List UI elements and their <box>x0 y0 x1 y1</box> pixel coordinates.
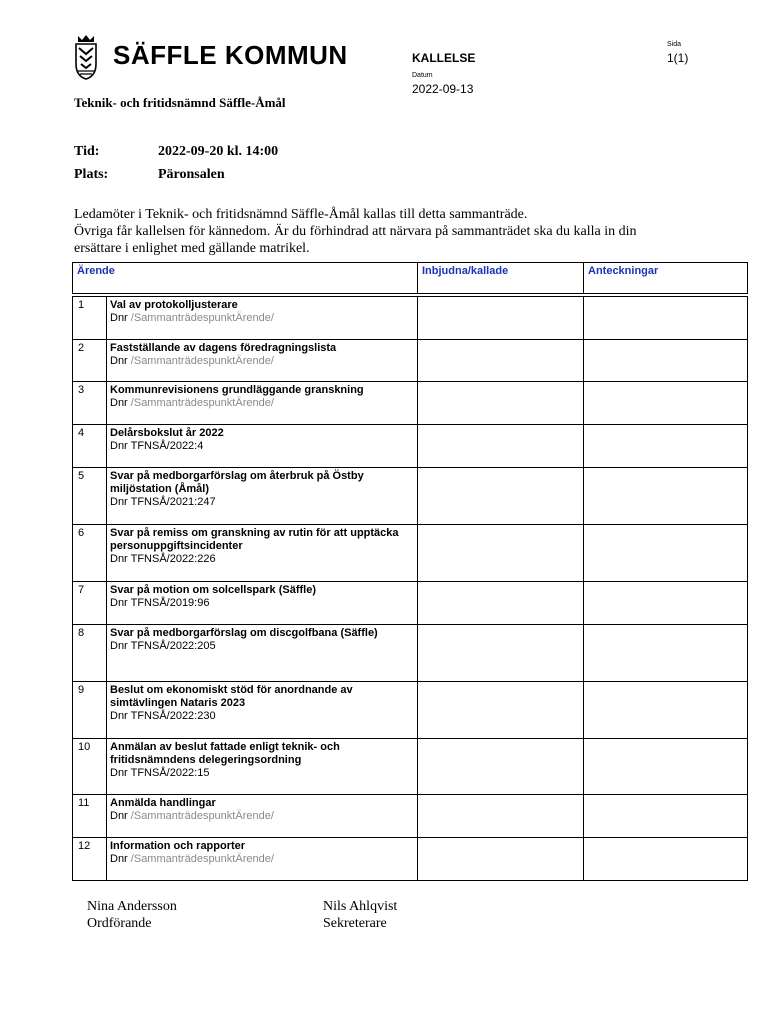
intro-line: ersättare i enlighet med gällande matrikel. <box>74 241 310 256</box>
notes-cell <box>584 795 748 838</box>
dnr-value: /SammanträdespunktÄrende/ <box>130 312 274 325</box>
item-dnr <box>110 810 414 823</box>
table-row <box>73 581 748 624</box>
table-row <box>73 624 748 681</box>
time-value: 2022-09-20 kl. 14:00 <box>158 144 279 159</box>
dnr-label: Dnr <box>110 709 128 722</box>
dnr-value: /SammanträdespunktÄrende/ <box>130 810 274 823</box>
dnr-label: Dnr <box>110 312 128 325</box>
notes-cell <box>584 382 748 425</box>
table-row <box>73 297 748 340</box>
signature-block <box>323 898 397 932</box>
dnr-value: TFNSÅ/2022:15 <box>130 766 210 779</box>
item-number: 4 <box>73 425 107 468</box>
intro-line: Övriga får kallelsen för kännedom. Är du förhindrad att närvara på sammanträdet ska du kalla in din <box>74 224 637 239</box>
table-row <box>73 795 748 838</box>
item-cell <box>107 297 418 340</box>
notes-cell <box>584 297 748 340</box>
table-row <box>73 339 748 382</box>
dnr-value: TFNSÅ/2022:4 <box>130 440 204 453</box>
item-dnr <box>110 440 414 453</box>
invited-cell <box>418 297 584 340</box>
item-title: Val av protokolljusterare <box>110 299 238 312</box>
item-title: Kommunrevisionens grundläggande granskning <box>110 384 364 397</box>
item-dnr <box>110 397 414 410</box>
invited-cell <box>418 738 584 795</box>
item-title: Information och rapporter <box>110 840 246 853</box>
item-cell <box>107 339 418 382</box>
dnr-label: Dnr <box>110 354 128 367</box>
item-cell <box>107 467 418 524</box>
invited-cell <box>418 795 584 838</box>
table-header-row <box>73 263 748 294</box>
table-row <box>73 738 748 795</box>
item-number: 5 <box>73 467 107 524</box>
dnr-label: Dnr <box>110 397 128 410</box>
item-cell <box>107 382 418 425</box>
table-row <box>73 467 748 524</box>
item-number: 7 <box>73 581 107 624</box>
committee-name: Teknik- och fritidsnämnd Säffle-Åmål <box>74 95 286 110</box>
item-dnr <box>110 355 414 368</box>
item-number: 10 <box>73 738 107 795</box>
invited-cell <box>418 425 584 468</box>
column-header-notes: Anteckningar <box>584 263 748 294</box>
dnr-label: Dnr <box>110 440 128 453</box>
dnr-value: /SammanträdespunktÄrende/ <box>130 354 274 367</box>
item-number: 8 <box>73 624 107 681</box>
document-type: KALLELSE <box>412 51 476 65</box>
coat-of-arms-icon <box>74 34 98 80</box>
invited-cell <box>418 581 584 624</box>
dnr-value: TFNSÅ/2022:226 <box>130 552 216 565</box>
dnr-value: TFNSÅ/2021:247 <box>130 495 216 508</box>
dnr-value: /SammanträdespunktÄrende/ <box>130 853 274 866</box>
date-value: 2022-09-13 <box>412 82 474 96</box>
table-row <box>73 425 748 468</box>
notes-cell <box>584 624 748 681</box>
dnr-label: Dnr <box>110 766 128 779</box>
item-number: 2 <box>73 339 107 382</box>
item-dnr <box>110 553 414 566</box>
dnr-value: TFNSÅ/2022:205 <box>130 639 216 652</box>
item-cell <box>107 581 418 624</box>
signatory-role: Sekreterare <box>323 916 387 931</box>
dnr-label: Dnr <box>110 810 128 823</box>
invited-cell <box>418 524 584 581</box>
item-dnr <box>110 767 414 780</box>
notes-cell <box>584 681 748 738</box>
invited-cell <box>418 624 584 681</box>
invited-cell <box>418 467 584 524</box>
item-number: 1 <box>73 297 107 340</box>
notes-cell <box>584 425 748 468</box>
place-value: Päronsalen <box>158 167 225 182</box>
date-label: Datum <box>412 72 433 79</box>
signatory-name: Nina Andersson <box>87 899 177 914</box>
item-cell <box>107 838 418 881</box>
intro-paragraph <box>74 206 714 257</box>
time-label: Tid: <box>74 144 100 159</box>
item-dnr <box>110 710 414 723</box>
organization-name: SÄFFLE KOMMUN <box>113 40 348 70</box>
item-number: 12 <box>73 838 107 881</box>
signature-block <box>87 898 177 932</box>
notes-cell <box>584 581 748 624</box>
item-cell <box>107 524 418 581</box>
item-title: Svar på medborgarförslag om återbruk på Östby miljöstation (Åmål) <box>110 469 364 495</box>
notes-cell <box>584 339 748 382</box>
item-title: Svar på remiss om granskning av rutin för att upptäcka personuppgiftsincidenter <box>110 526 399 552</box>
item-title: Svar på motion om solcellspark (Säffle) <box>110 583 317 596</box>
dnr-label: Dnr <box>110 639 128 652</box>
notes-cell <box>584 838 748 881</box>
item-number: 9 <box>73 681 107 738</box>
item-number: 11 <box>73 795 107 838</box>
table-row <box>73 838 748 881</box>
page-label: Sida <box>667 41 682 48</box>
item-number: 3 <box>73 382 107 425</box>
item-cell <box>107 624 418 681</box>
dnr-label: Dnr <box>110 495 128 508</box>
notes-cell <box>584 467 748 524</box>
item-title: Fastställande av dagens föredragningslista <box>110 341 337 354</box>
invited-cell <box>418 838 584 881</box>
notes-cell <box>584 524 748 581</box>
item-title: Beslut om ekonomiskt stöd för anordnande av simtävlingen Nataris 2023 <box>110 683 353 709</box>
item-title: Delårsbokslut år 2022 <box>110 427 224 440</box>
item-dnr <box>110 640 414 653</box>
page-value: 1(1) <box>667 51 689 65</box>
item-dnr <box>110 496 414 509</box>
signatory-role: Ordförande <box>87 916 152 931</box>
dnr-value: TFNSÅ/2022:230 <box>130 709 216 722</box>
item-number: 6 <box>73 524 107 581</box>
notes-cell <box>584 738 748 795</box>
dnr-label: Dnr <box>110 552 128 565</box>
signatory-name: Nils Ahlqvist <box>323 899 398 914</box>
item-title: Svar på medborgarförslag om discgolfbana (Säffle) <box>110 626 378 639</box>
dnr-label: Dnr <box>110 853 128 866</box>
table-row <box>73 524 748 581</box>
dnr-value: /SammanträdespunktÄrende/ <box>130 397 274 410</box>
invited-cell <box>418 681 584 738</box>
item-cell <box>107 738 418 795</box>
dnr-label: Dnr <box>110 596 128 609</box>
item-cell <box>107 425 418 468</box>
intro-line: Ledamöter i Teknik- och fritidsnämnd Säffle-Åmål kallas till detta sammanträde. <box>74 207 528 222</box>
agenda-table <box>72 262 748 881</box>
invited-cell <box>418 382 584 425</box>
item-cell <box>107 795 418 838</box>
table-row <box>73 681 748 738</box>
item-dnr <box>110 853 414 866</box>
place-label: Plats: <box>74 167 109 182</box>
column-header-case: Ärende <box>73 263 418 294</box>
item-title: Anmälan av beslut fattade enligt teknik- och fritidsnämndens delegeringsordning <box>110 740 340 766</box>
dnr-value: TFNSÅ/2019:96 <box>130 596 210 609</box>
invited-cell <box>418 339 584 382</box>
item-cell <box>107 681 418 738</box>
item-title: Anmälda handlingar <box>110 797 216 810</box>
column-header-invited: Inbjudna/kallade <box>418 263 584 294</box>
table-row <box>73 382 748 425</box>
item-dnr <box>110 597 414 610</box>
item-dnr <box>110 312 414 325</box>
